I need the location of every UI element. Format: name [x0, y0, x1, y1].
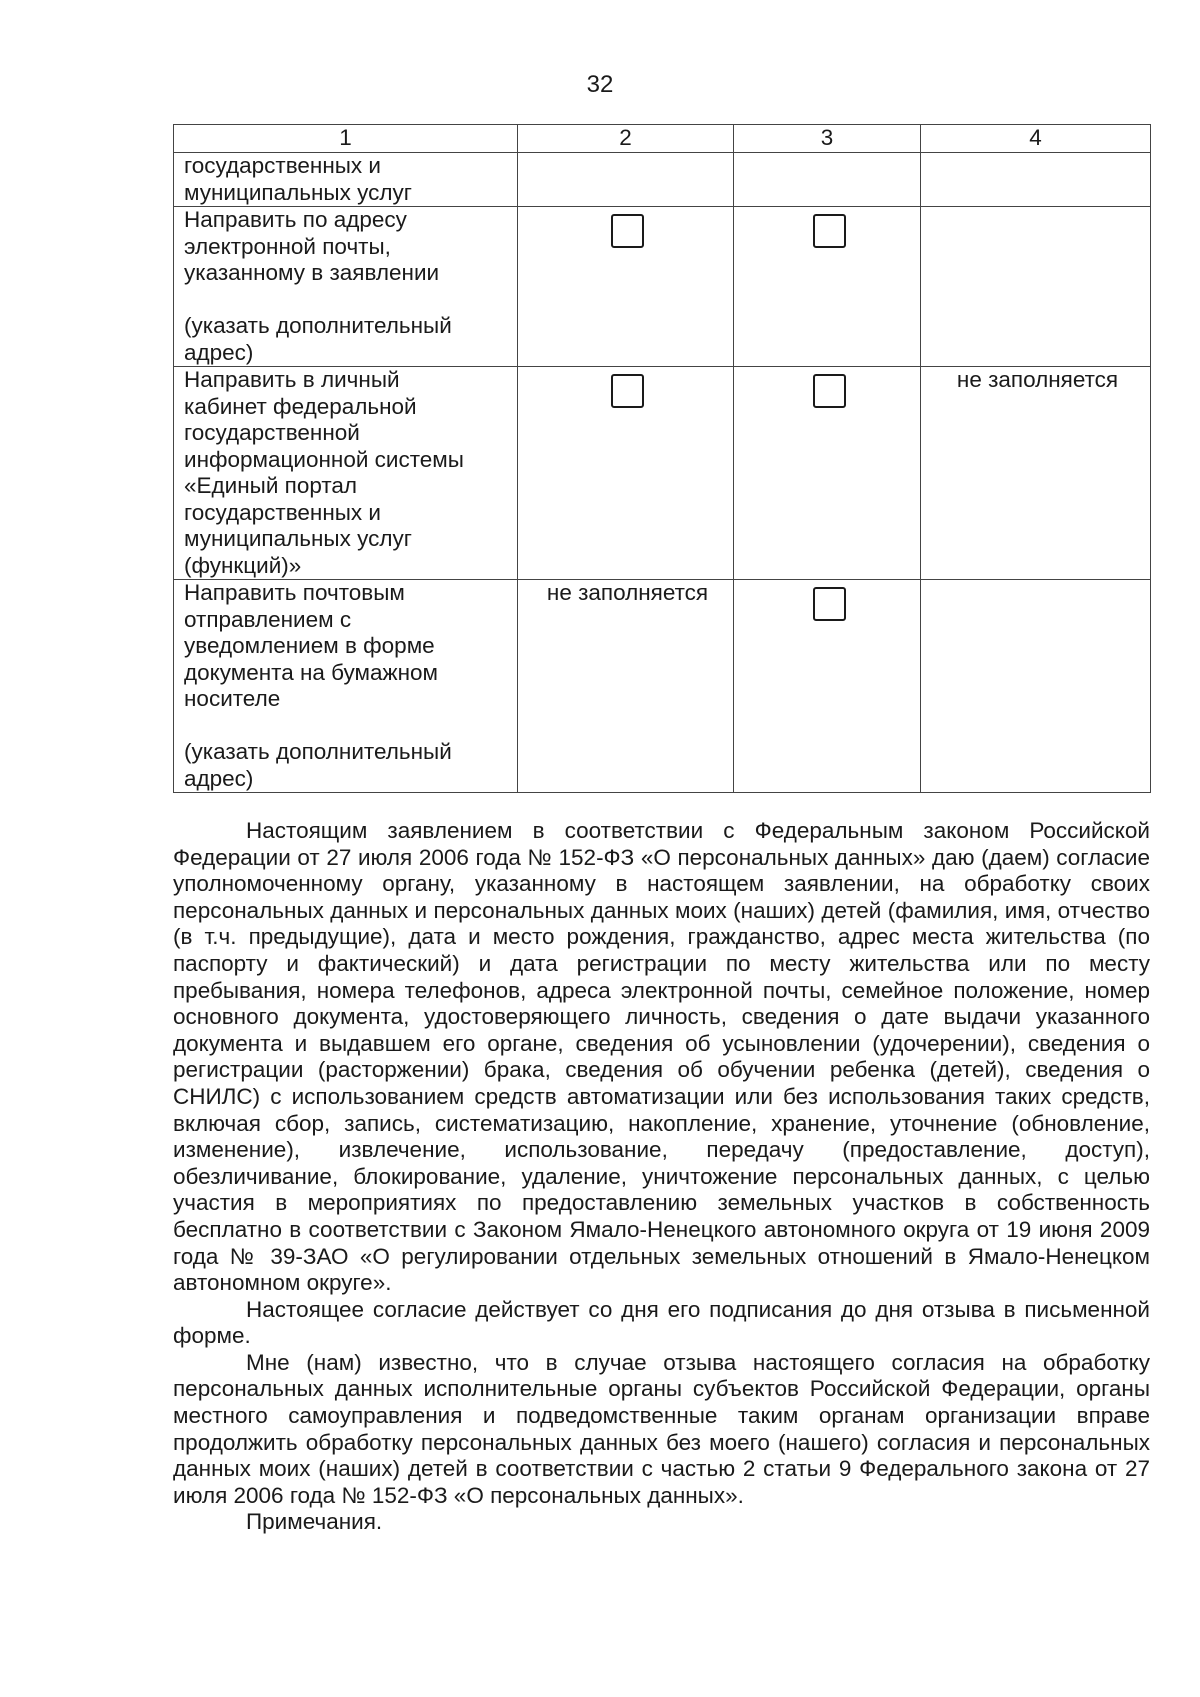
checkbox-cell — [734, 580, 921, 793]
checkbox-wrapper — [744, 207, 914, 255]
not-filled-text: не заполняется — [546, 580, 709, 605]
table-header-row — [174, 125, 1151, 153]
checkbox-wrapper — [528, 367, 727, 415]
checkbox[interactable] — [611, 374, 644, 408]
consent-paragraph: Настоящим заявлением в соответствии с Федеральным законом Российской Федерации от 27 июля 2006 года № 152-ФЗ «О персональных данных» даю (даем) согласие уполномоченному органу, указанному в настоящем заявлении, на обработку своих персональных данных и персональных данных моих (наших) детей (фамилия, имя, отчество (в т.ч. предыдущие), дата и место рождения, гражданство, адрес места жительства (по паспорту и фактический) и дата регистрации по месту жительства или по месту пребывания, номера телефонов, адреса электронной почты, семейное положение, номер основного документа, удостоверяющего личность, сведения о дате выдачи указанного документа и выдавшем его органе, сведения об усыновлении (удочерении), сведения о регистрации (расторжении) брака, сведения об обучении ребенка (детей), сведения о СНИЛС) с использованием средств автоматизации или без использования таких средств, включая сбор, запись, систематизацию, накопление, хранение, уточнение (обновление, изменение), извлечение, использование, передачу (предоставление, доступ), обезличивание, блокирование, удаление, уничтожение персональных данных, с целью участия в мероприятиях по предоставлению земельных участков в собственность бесплатно в соответствии с Законом Ямало-Ненецкого автономного округа от 19 июня 2009 года № 39-ЗАО «О регулировании отдельных земельных отношений в Ямало-Ненецком автономном округе». — [173, 818, 1150, 1296]
checkbox[interactable] — [813, 374, 846, 408]
table-row — [174, 367, 1151, 580]
option-label-cell — [174, 207, 518, 367]
checkbox-cell — [518, 367, 734, 580]
option-label: Направить по адресу электронной почты, указанному в заявлении (указать дополнительный адрес) — [184, 207, 452, 365]
column-header: 3 — [734, 125, 921, 153]
empty-cell — [921, 580, 1151, 793]
option-label: Направить в личный кабинет федеральной государственной информационной системы «Единый портал государственных и муниципальных услуг (функций)» — [184, 367, 464, 578]
notes-heading: Примечания. — [246, 1509, 383, 1535]
checkbox[interactable] — [813, 214, 846, 248]
checkbox-cell — [518, 207, 734, 367]
empty-cell — [921, 153, 1151, 207]
checkbox-cell — [734, 367, 921, 580]
delivery-method-table — [173, 124, 1151, 793]
consent-text — [173, 818, 1150, 1536]
checkbox-cell — [734, 207, 921, 367]
consent-revocation-paragraph: Мне (нам) известно, что в случае отзыва настоящего согласия на обработку персональных данных исполнительные органы субъектов Российской Федерации, органы местного самоуправления и подведомственные таким органам организации вправе продолжить обработку персональных данных без моего (нашего) согласия и персональных данных моих (наших) детей в соответствии с частью 2 статьи 9 Федерального закона от 27 июля 2006 года № 152-ФЗ «О персональных данных». — [173, 1349, 1150, 1508]
checkbox-wrapper — [528, 207, 727, 255]
consent-validity-paragraph: Настоящее согласие действует со дня его подписания до дня отзыва в письменной форме. — [173, 1296, 1150, 1349]
checkbox-wrapper — [744, 367, 914, 415]
option-label-cell — [174, 153, 518, 207]
empty-cell — [921, 207, 1151, 367]
checkbox[interactable] — [611, 214, 644, 248]
option-label-cell — [174, 367, 518, 580]
not-filled-cell — [518, 580, 734, 793]
empty-cell — [518, 153, 734, 207]
table-row — [174, 207, 1151, 367]
table-row — [174, 153, 1151, 207]
checkbox[interactable] — [813, 587, 846, 621]
column-header: 4 — [921, 125, 1151, 153]
table-row — [174, 580, 1151, 793]
not-filled-text: не заполняется — [956, 367, 1119, 392]
not-filled-cell — [921, 367, 1151, 580]
column-header: 1 — [174, 125, 518, 153]
option-label: государственных и муниципальных услуг — [184, 153, 412, 205]
checkbox-wrapper — [744, 580, 914, 628]
option-label: Направить почтовым отправлением с уведомлением в форме документа на бумажном носителе (указать дополнительный адрес) — [184, 580, 452, 791]
page-number: 32 — [586, 71, 614, 98]
column-header: 2 — [518, 125, 734, 153]
empty-cell — [734, 153, 921, 207]
option-label-cell — [174, 580, 518, 793]
